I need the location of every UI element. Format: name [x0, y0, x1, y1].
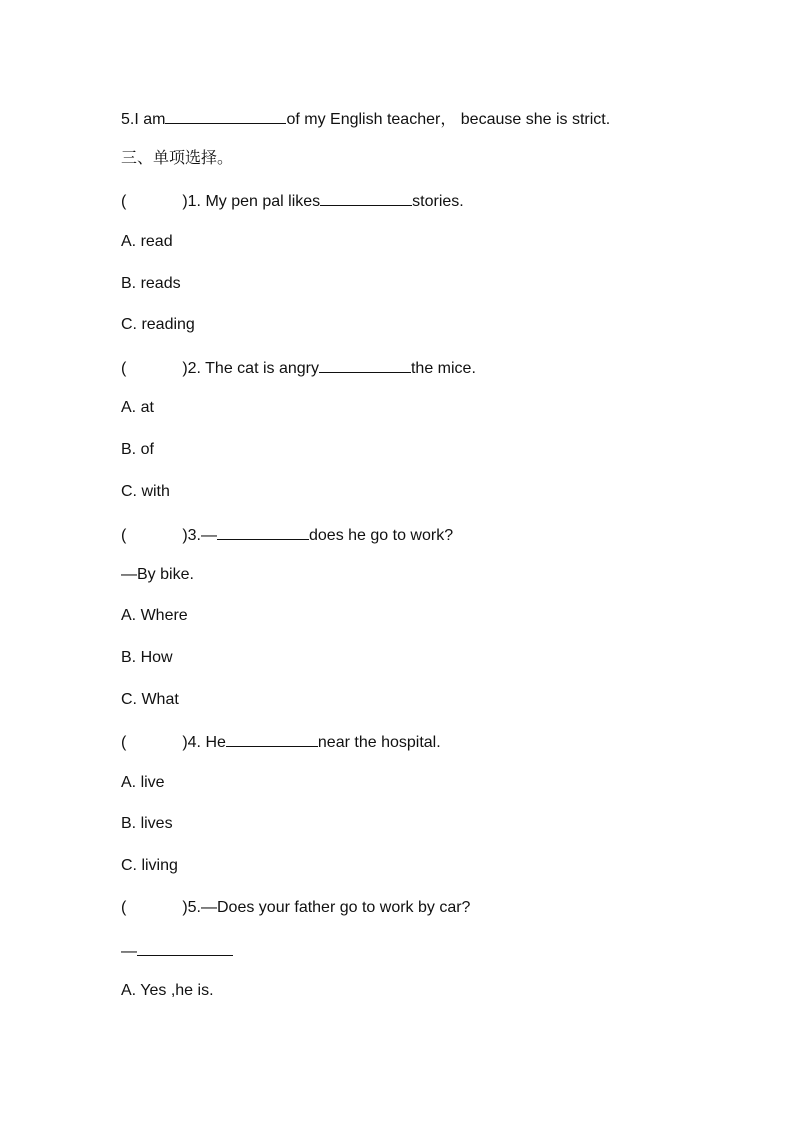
- question-suffix: near the hospital.: [317, 734, 441, 751]
- question-suffix: of my English teacher， because she is strict.: [286, 111, 611, 128]
- option-5a: A. Yes ,he is.: [121, 982, 214, 999]
- question-suffix: does he go to work?: [309, 527, 454, 544]
- option-3b: B. How: [121, 649, 173, 666]
- mc-question-5: [121, 898, 470, 918]
- option-2a: A. at: [121, 399, 154, 416]
- open-paren: (: [121, 899, 127, 916]
- mc-question-3: [121, 524, 453, 544]
- open-paren: (: [121, 734, 127, 751]
- option-4b: B. lives: [121, 815, 173, 832]
- fill-in-question-5: [121, 108, 610, 128]
- open-paren: (: [121, 527, 127, 544]
- mc-question-2: [121, 357, 476, 377]
- question-suffix: stories.: [412, 193, 464, 210]
- dialogue-answer-5: [121, 940, 233, 960]
- option-2c: C. with: [121, 483, 170, 500]
- option-1a: A. read: [121, 233, 173, 250]
- question-prefix: )5.—Does your father go to work by car?: [182, 899, 471, 916]
- option-4c: C. living: [121, 857, 178, 874]
- open-paren: (: [121, 360, 127, 377]
- mc-question-1: [121, 190, 464, 210]
- question-prefix: )3.—: [182, 527, 217, 544]
- option-1b: B. reads: [121, 275, 181, 292]
- dialogue-answer-3: —By bike.: [121, 566, 194, 583]
- answer-blank: [226, 731, 318, 747]
- question-prefix: )4. He: [182, 734, 226, 751]
- answer-blank: [165, 108, 286, 124]
- dash: —: [121, 943, 137, 960]
- answer-blank: [320, 190, 412, 206]
- open-paren: (: [121, 193, 127, 210]
- question-prefix: )2. The cat is angry: [182, 360, 319, 377]
- answer-blank: [319, 357, 411, 373]
- option-2b: B. of: [121, 441, 154, 458]
- option-4a: A. live: [121, 774, 165, 791]
- question-prefix: )1. My pen pal likes: [182, 193, 321, 210]
- option-1c: C. reading: [121, 316, 195, 333]
- option-3c: C. What: [121, 691, 179, 708]
- section-title: 三、单项选择。: [121, 150, 234, 167]
- option-3a: A. Where: [121, 607, 188, 624]
- question-suffix: the mice.: [410, 360, 476, 377]
- question-prefix: 5.I am: [121, 111, 166, 128]
- mc-question-4: [121, 731, 441, 751]
- answer-blank: [217, 524, 309, 540]
- answer-blank: [137, 940, 233, 956]
